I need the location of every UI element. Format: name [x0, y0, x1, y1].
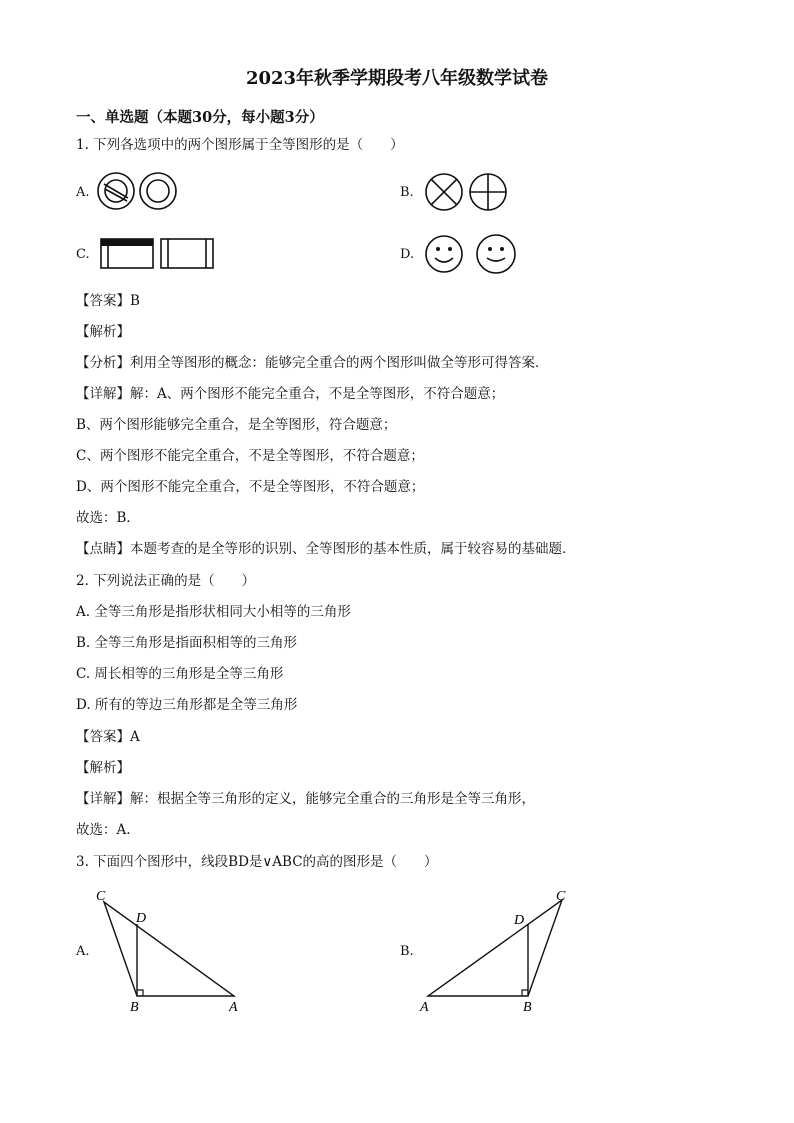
q1-option-b-label: B.: [400, 185, 414, 200]
q3-b-label-a: A: [420, 1000, 429, 1015]
q3-b-label-d: D: [514, 913, 525, 928]
q2-stem: 2. 下列说法正确的是（ ）: [76, 573, 256, 589]
q3-option-b-figure: [416, 884, 586, 1016]
q1-option-a-label: A.: [76, 185, 90, 200]
section-heading: 一、单选题（本题30分，每小题3分）: [76, 109, 324, 126]
q3-a-label-d: D: [136, 911, 147, 926]
q1-d-smiley-left: [426, 236, 462, 272]
q1-line-b: B、两个图形能够完全重合，是全等图形，符合题意；: [76, 417, 397, 433]
q1-a-circle-right-outer: [140, 173, 176, 209]
q2-xiangjie: 【详解】解：根据全等三角形的定义，能够完全重合的三角形是全等三角形，: [76, 791, 535, 807]
q1-option-c-figure: [100, 237, 216, 271]
q1-dianjing: 【点睛】本题考查的是全等形的识别、全等图形的基本性质，属于较容易的基础题．: [76, 541, 576, 557]
q1-a-circle-right-inner: [147, 180, 169, 202]
q2-choose: 故选：A.: [76, 822, 131, 838]
q1-stem: 1. 下列各选项中的两个图形属于全等图形的是（ ）: [76, 137, 404, 153]
q1-analysis-head: 【解析】: [76, 324, 130, 340]
q1-option-b-figure: [424, 172, 508, 214]
q3-stem: 3. 下面四个图形中，线段BD是∨ABC的高的图形是（ ）: [76, 854, 438, 870]
q3-b-label-b: B: [523, 1000, 532, 1015]
q2-option-a[interactable]: A. 全等三角形是指形状相同大小相等的三角形: [76, 604, 351, 620]
q2-answer: 【答案】A: [76, 729, 140, 745]
q1-line-d: D、两个图形不能完全重合，不是全等图形，不符合题意；: [76, 479, 425, 495]
q1-answer: 【答案】B: [76, 293, 140, 309]
q2-option-c[interactable]: C. 周长相等的三角形是全等三角形: [76, 666, 284, 682]
q1-xiangjie: 【详解】解：A、两个图形不能完全重合，不是全等图形，不符合题意；: [76, 386, 505, 402]
q3-option-b-label: B.: [400, 944, 414, 959]
q3-option-a-figure: [90, 884, 250, 1016]
q3-b-label-c: C: [556, 889, 566, 904]
q3-a-label-c: C: [96, 889, 106, 904]
q1-option-d-figure: [424, 234, 520, 274]
q1-option-c-label: C.: [76, 247, 90, 262]
q2-option-d[interactable]: D. 所有的等边三角形都是全等三角形: [76, 697, 298, 713]
q2-analysis-head: 【解析】: [76, 760, 130, 776]
q1-option-a-figure: [96, 170, 180, 212]
q1-d-smiley-right: [477, 235, 515, 273]
q3-a-label-b: B: [130, 1000, 139, 1015]
q2-option-b[interactable]: B. 全等三角形是指面积相等的三角形: [76, 635, 298, 651]
q3-a-label-a: A: [229, 1000, 238, 1015]
page-title: 2023年秋季学期段考八年级数学试卷: [245, 68, 549, 89]
q1-fenxi: 【分析】利用全等图形的概念：能够完全重合的两个图形叫做全等形可得答案．: [76, 355, 549, 371]
q1-line-c: C、两个图形不能完全重合，不是全等图形，不符合题意；: [76, 448, 424, 464]
q3-option-a-label: A.: [76, 944, 90, 959]
q1-option-d-label: D.: [400, 247, 415, 262]
q1-choose: 故选：B．: [76, 510, 140, 526]
